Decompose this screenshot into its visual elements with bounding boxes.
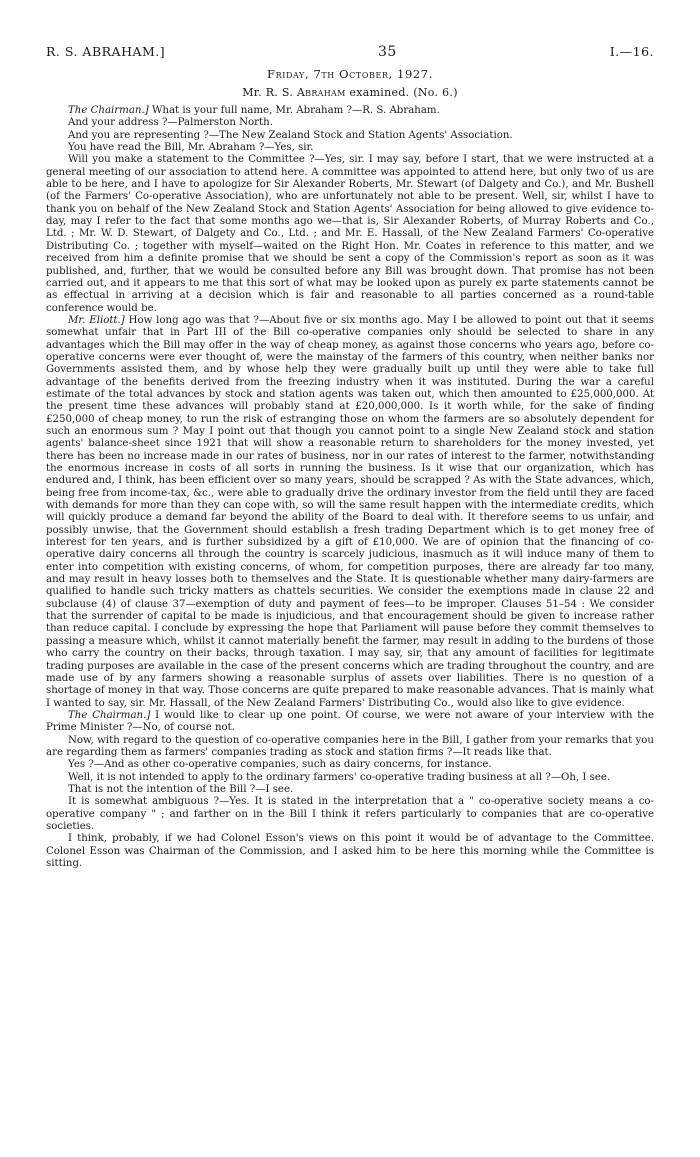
speaker-label: The Chairman.] <box>68 105 149 117</box>
transcript-paragraph <box>46 315 654 710</box>
paragraph-text: Now, with regard to the question of co-operative companies here in the Bill, I gather from your remarks that you are regarding them as farmers' companies trading as stock and station firms ?—It reads like that. <box>46 734 654 758</box>
transcript-paragraph <box>46 154 654 314</box>
transcript-paragraph <box>46 710 654 735</box>
paragraph-text: Yes ?—And as other co-operative companies, such as dairy concerns, for instance. <box>68 759 492 771</box>
speaker-label: Mr. Eliott.] <box>68 314 125 326</box>
transcript-body <box>46 105 654 870</box>
transcript-paragraph <box>46 130 654 142</box>
transcript-paragraph <box>46 772 654 784</box>
paragraph-text: Will you make a statement to the Committee ?—Yes, sir. I may say, before I start, that we were instructed at a general meeting of our association to attend here. A committee was appointed to attend here, but only two of us are able to be here, and I have to apologize for Sir Alexander Roberts, Mr. Stewart (of Dalgety and Co.), and Mr. Bushell (of the Farmers' Co-operative Association), who are unfortunately not able to be present. Well, sir, whilst I have to thank you on behalf of the New Zealand Stock and Station Agents' Association for being allowed to give evidence to-day, may I refer to the fact that some months ago we—that is, Sir Alexander Roberts, of Murray Roberts and Co., Ltd. ; Mr. W. D. Stewart, of Dalgety and Co., Ltd. ; and Mr. E. Hassall, of the New Zealand Farmers' Co-operative Distributing Co. ; together with myself—waited on the Right Hon. Mr. Coates in reference to this matter, and we received from him a definite promise that we should be sent a copy of the Commission's report as soon as it was published, and, further, that we would be consulted before any Bill was brought down. That promise has not been carried out, and it appears to me that this sort of what may be looked upon as purely ex parte statements cannot be as effectual in arriving at a decision which is fair and reasonable to all parties concerned as a round-table conference would be. <box>46 154 654 314</box>
transcript-paragraph <box>46 833 654 870</box>
paragraph-text: And you are representing ?—The New Zealand Stock and Station Agents' Association. <box>68 129 513 141</box>
examined-pre: Mr. <box>242 85 266 99</box>
date-line: Friday, 7th October, 1927. <box>267 67 433 82</box>
running-header <box>46 46 654 58</box>
transcript-paragraph <box>46 735 654 760</box>
examined-post: examined. (No. 6.) <box>345 85 458 99</box>
examined-line <box>46 87 654 99</box>
paragraph-text: It is somewhat ambiguous ?—Yes. It is stated in the interpretation that a " co-operative society means a co-operative company " ; and farther on in the Bill I think it refers particularly to companies that are co-operative societies. <box>46 796 654 832</box>
page-number: 35 <box>378 44 397 60</box>
paragraph-text: I think, probably, if we had Colonel Esson's views on this point it would be of advantage to the Committee. Colonel Esson was Chairman of the Commission, and I asked him to be here this morning while the Committee is sitting. <box>46 833 654 869</box>
transcript-paragraph <box>46 796 654 833</box>
examined-name: R. S. Abraham <box>265 85 346 99</box>
paragraph-text: Well, it is not intended to apply to the ordinary farmers' co-operative trading business at all ?—Oh, I see. <box>68 771 611 783</box>
paragraph-text: What is your full name, Mr. Abraham ?—R. S. Abraham. <box>148 105 440 117</box>
transcript-paragraph <box>46 117 654 129</box>
paragraph-text: And your address ?—Palmerston North. <box>68 117 273 129</box>
transcript-paragraph <box>46 105 654 117</box>
header-right: I.—16. <box>609 44 654 59</box>
transcript-paragraph <box>46 142 654 154</box>
header-left: R. S. ABRAHAM.] <box>46 44 166 59</box>
paragraph-text: You have read the Bill, Mr. Abraham ?—Yes, sir. <box>68 142 314 154</box>
paragraph-text: I would like to clear up one point. Of course, we were not aware of your interview with the Prime Minister ?—No, of course not. <box>46 709 654 734</box>
paragraph-text: That is not the intention of the Bill ?—I see. <box>68 783 294 795</box>
paragraph-text: How long ago was that ?—About five or six months ago. May I be allowed to point out that it seems somewhat unfair that in Part III of the Bill co-operative companies only should be selected to share in any advantages which the Bill may offer in the way of cheap money, as against those concerns who years ago, before co-operative concerns were ever thought of, were the mainstay of the farmers of this country, when neither banks nor Governments assisted them, and by whose help they were gradually built up until they were able to take full advantage of the benefits derived from the freezing industry when it was instituted. During the war a careful estimate of the total advances by stock and station agents was taken out, which then amounted to £25,000,000. At the present time these advances will probably stand at £20,000,000. Is it worth while, for the sake of finding £250,000 of cheap money, to run the risk of estranging those on whom the farmers are so absolutely dependent for such an enormous sum ? May I point out that though you cannot point to a single New Zealand stock and station agents' balance-sheet since 1921 that will show a reasonable return to shareholders for the money invested, yet there has been no increase made in our rates of business, nor in our rates of interest to the farmer, notwithstanding the enormous increase in costs of all sorts in running the business. Is it wise that our organization, which has endured and, I think, has been efficient over so many years, should be scrapped ? As with the State advances, which, being free from income-tax, &c., were able to gradually drive the ordinary investor from the field until they are faced with demands for more than they can cope with, so will the same result happen with the intermediate credits, which will quickly produce a demand far beyond the ability of the Board to deal with. It therefore seems to us unfair, and possibly unwise, that the Government should establish a fresh trading Department which is to get money free of interest for ten years, and is further subsidized by a gift of £10,000. We are of opinion that the financing of co-operative dairy concerns all through the country is scarcely judicious, inasmuch as it will induce many of them to enter into competition with existing concerns, of whom, for competition purposes, there are already far too many, and may result in heavy losses both to themselves and the State. It is questionable whether many dairy-farmers are qualified to handle such tricky matters as chattels securities. We consider the exemptions made in clause 22 and subclause (4) of clause 37—exemption of duty and payment of fees—to be improper. Clauses 51–54 : We consider that the surrender of capital to be made is injudicious, and that encouragement should be given to increase rather than reduce capital. I conclude by expressing the hope that Parliament will pause before they commit themselves to passing a measure which, whilst it cannot materially benefit the farmer, may result in adding to the burdens of those who carry the country on their backs, through taxation. I may say, sir, that any amount of facilities for legitimate trading purposes are available in the case of the present concerns which are trading throughout the country, and are made use of by any farmers showing a reasonable surplus of assets over liabilities. There is no question of a shortage of money in that way. Those concerns are quite prepared to make reasonable advances. That is mainly what I wanted to say, sir. Mr. Hassall, of the New Zealand Farmers' Distributing Co., would also like to give evidence. <box>46 314 654 709</box>
speaker-label: The Chairman.] <box>68 709 151 721</box>
transcript-paragraph <box>46 759 654 771</box>
transcript-paragraph <box>46 784 654 796</box>
